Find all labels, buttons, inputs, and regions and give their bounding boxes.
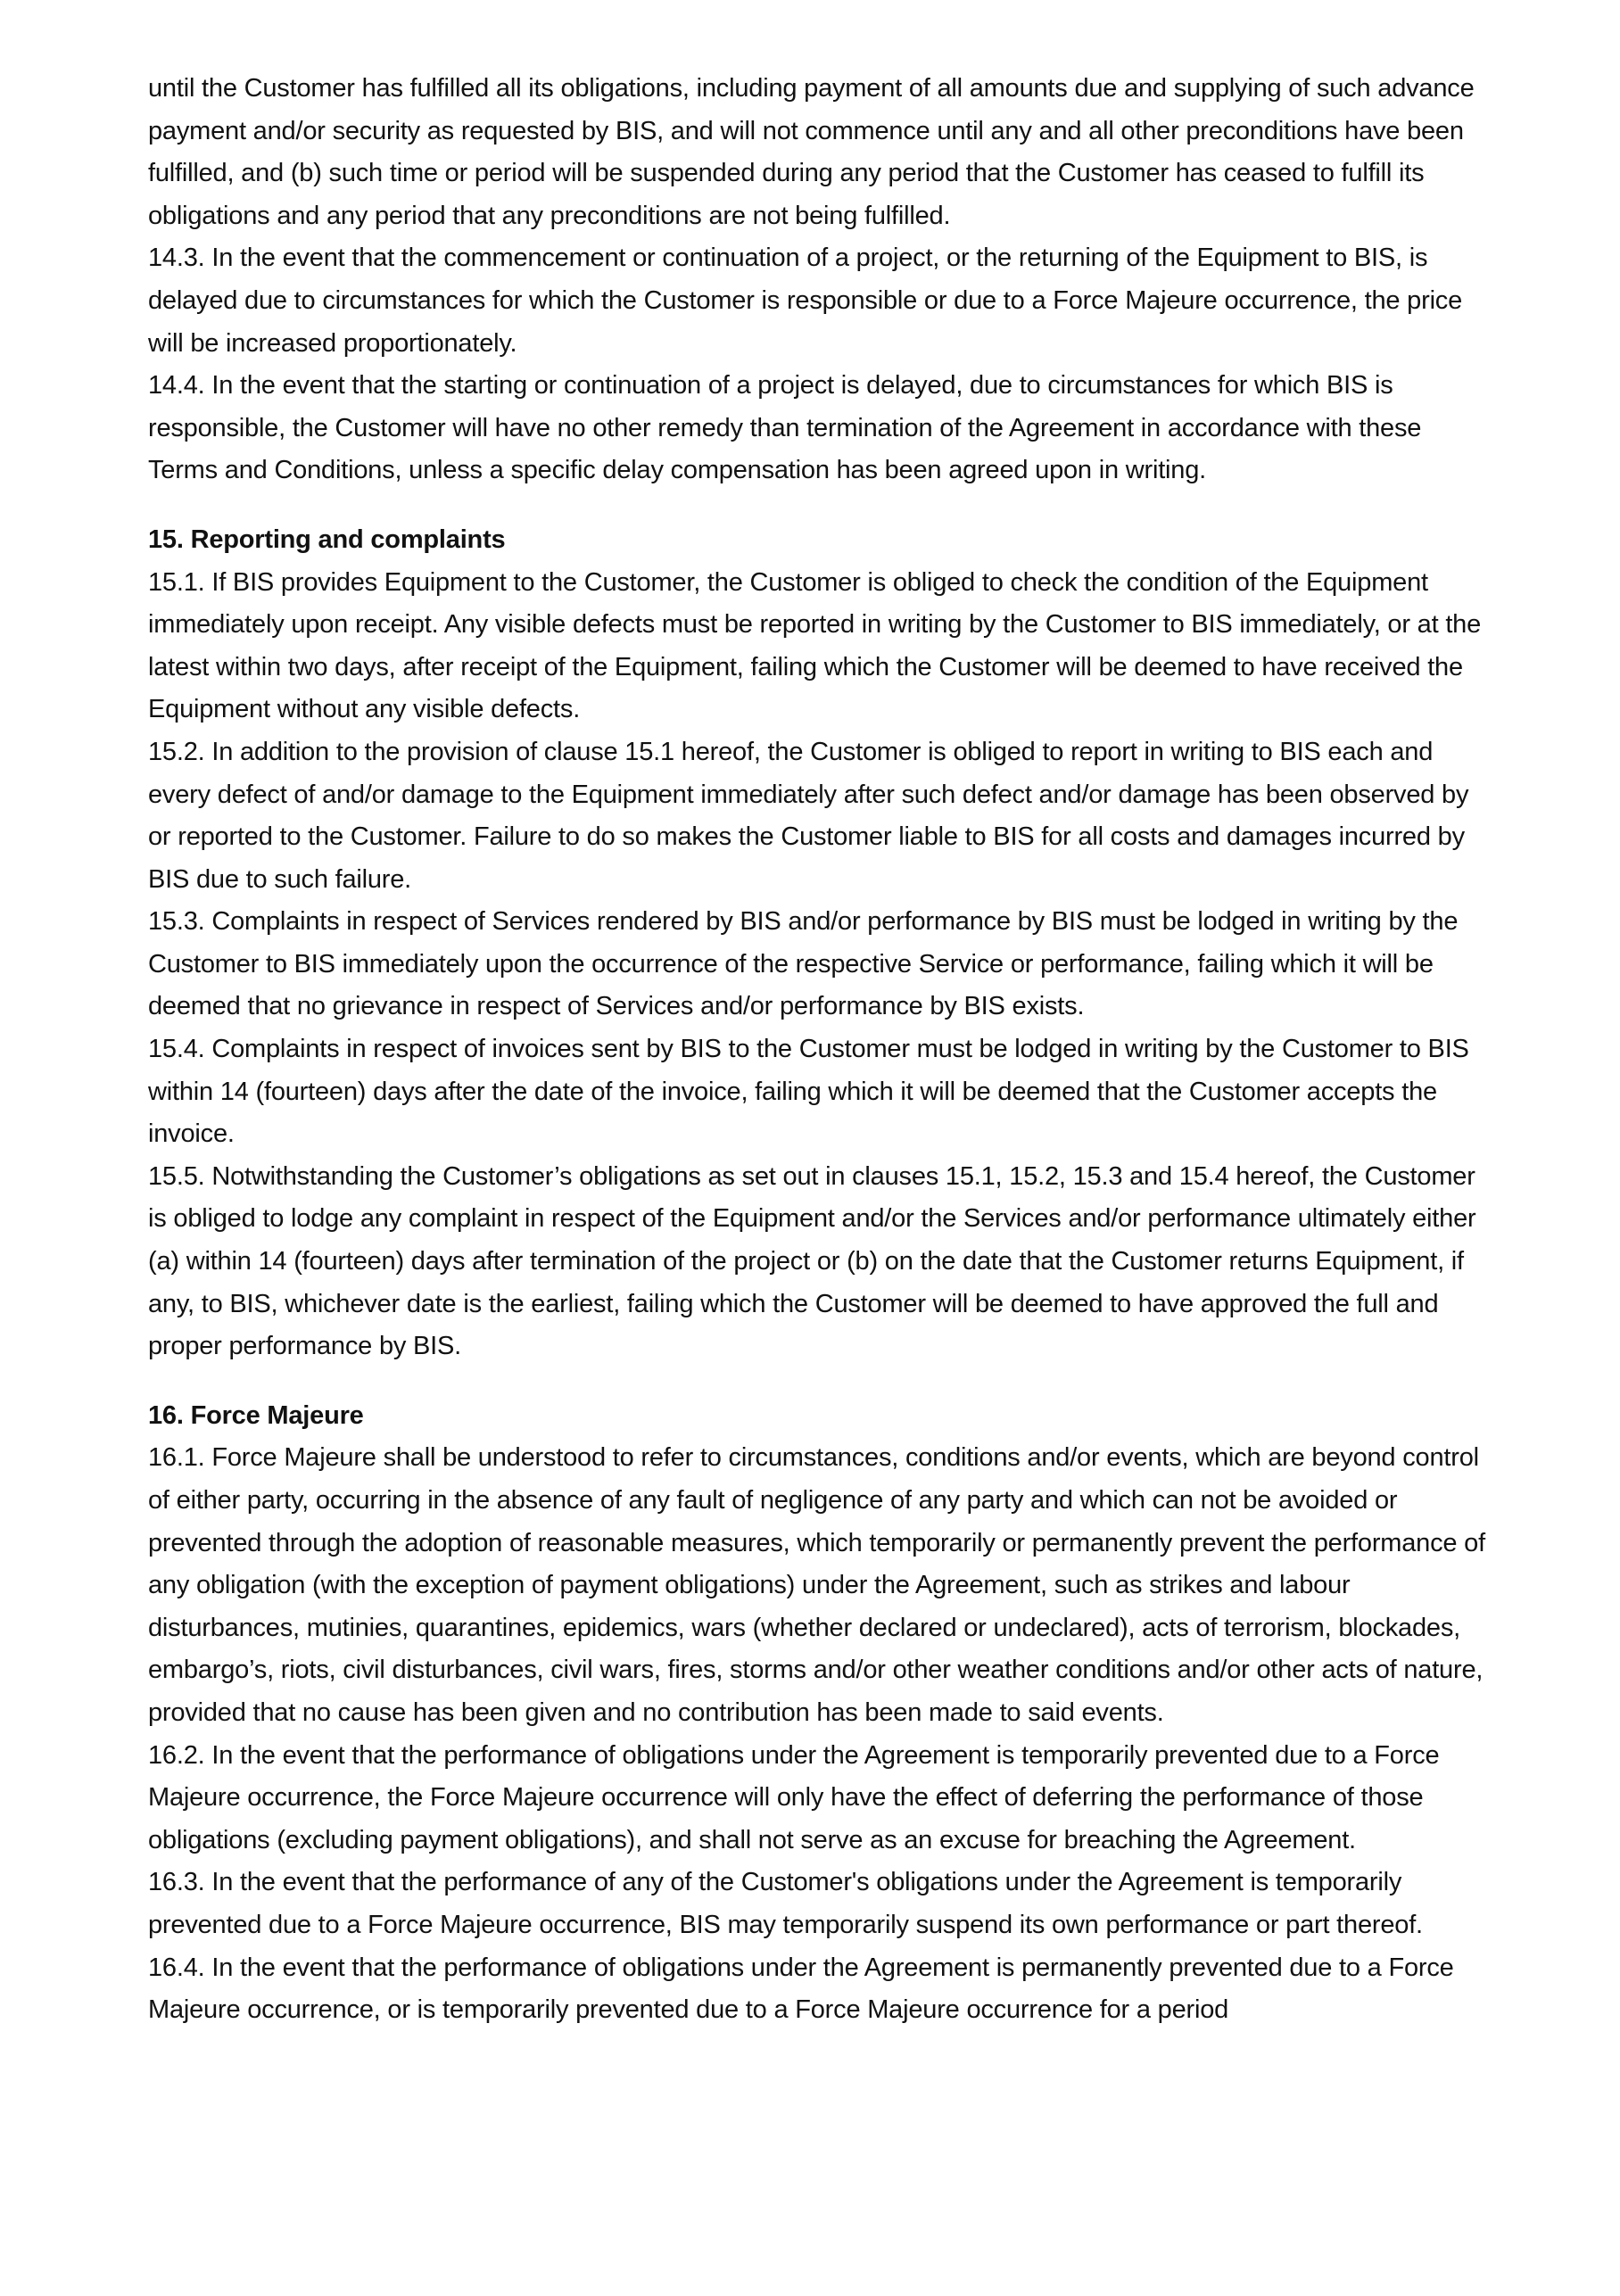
clause-15-4: 15.4. Complaints in respect of invoices sent by BIS to the Customer must be lodged in writing by the Customer to BIS within 14 (fourteen) days after the date of the invoice, failing which it will be deemed that the Customer accepts the invoice. bbox=[148, 1035, 1469, 1149]
section-16 bbox=[148, 1395, 1486, 2032]
section-heading: 15. Reporting and complaints bbox=[148, 524, 506, 554]
clause-16-4: 16.4. In the event that the performance of obligations under the Agreement is permanently prevented due to a Force Majeure occurrence, or is temporarily prevented due to a Force Majeure occurrence for a period bbox=[148, 1953, 1454, 2025]
section-spacer bbox=[148, 492, 1486, 519]
section-heading: 16. Force Majeure bbox=[148, 1400, 364, 1430]
section-14-continued bbox=[148, 68, 1486, 492]
clause-14-4: 14.4. In the event that the starting or continuation of a project is delayed, due to circumstances for which BIS is responsible, the Customer will have no other remedy than termination of the Agreement in accordance with these Terms and Conditions, unless a specific delay compensation has been agreed upon in writing. bbox=[148, 371, 1422, 485]
paragraph-14-2-continued: until the Customer has fulfilled all its obligations, including payment of all amounts due and supplying of such advance payment and/or security as requested by BIS, and will not commence until any and all other preconditions have been fulfilled, and (b) such time or period will be suspended during any period that the Customer has ceased to fulfill its obligations and any period that any preconditions are not being fulfilled. bbox=[148, 74, 1475, 230]
clause-15-1: 15.1. If BIS provides Equipment to the Customer, the Customer is obliged to check the condition of the Equipment immediately upon receipt. Any visible defects must be reported in writing by the Customer to BIS immediately, or at the latest within two days, after receipt of the Equipment, failing which the Customer will be deemed to have received the Equipment without any visible defects. bbox=[148, 567, 1482, 724]
clause-15-5: 15.5. Notwithstanding the Customer’s obligations as set out in clauses 15.1, 15.2, 15.3 and 15.4 hereof, the Customer is obliged to lodge any complaint in respect of the Equipment and/or the Services and/or performance ultimately either (a) within 14 (fourteen) days after termination of the project or (b) on the date that the Customer returns Equipment, if any, to BIS, whichever date is the earliest, failing which the Customer will be deemed to have approved the full and proper performance by BIS. bbox=[148, 1161, 1476, 1361]
clause-16-1: 16.1. Force Majeure shall be understood to refer to circumstances, conditions and/or events, which are beyond control of either party, occurring in the absence of any fault of negligence of any party and which can not be avoided or prevented through the adoption of reasonable measures, which temporarily or permanently prevent the performance of any obligation (with the exception of payment obligations) under the Agreement, such as strikes and labour disturbances, mutinies, quarantines, epidemics, wars (whether declared or undeclared), acts of terrorism, blockades, embargo’s, riots, civil disturbances, civil wars, fires, storms and/or other weather conditions and/or other acts of nature, provided that no cause has been given and no contribution has been made to said events. bbox=[148, 1443, 1485, 1727]
clause-15-3: 15.3. Complaints in respect of Services rendered by BIS and/or performance by BIS must be lodged in writing by the Customer to BIS immediately upon the occurrence of the respective Service or performance, failing which it will be deemed that no grievance in respect of Services and/or performance by BIS exists. bbox=[148, 907, 1459, 1021]
document-page bbox=[148, 68, 1486, 2032]
clause-16-3: 16.3. In the event that the performance of any of the Customer's obligations under the Agreement is temporarily prevented due to a Force Majeure occurrence, BIS may temporarily suspend its own performance or part thereof. bbox=[148, 1868, 1423, 1939]
clause-16-2: 16.2. In the event that the performance of obligations under the Agreement is temporarily prevented due to a Force Majeure occurrence, the Force Majeure occurrence will only have the effect of deferring the performance of those obligations (excluding payment obligations), and shall not serve as an excuse for breaching the Agreement. bbox=[148, 1740, 1440, 1854]
section-15 bbox=[148, 519, 1486, 1368]
clause-15-2: 15.2. In addition to the provision of clause 15.1 hereof, the Customer is obliged to report in writing to BIS each and every defect of and/or damage to the Equipment immediately after such defect and/or damage has been observed by or reported to the Customer. Failure to do so makes the Customer liable to BIS for all costs and damages incurred by BIS due to such failure. bbox=[148, 737, 1469, 894]
clause-14-3: 14.3. In the event that the commencement or continuation of a project, or the returning of the Equipment to BIS, is delayed due to circumstances for which the Customer is responsible or due to a Force Majeure occurrence, the price will be increased proportionately. bbox=[148, 244, 1463, 358]
section-spacer bbox=[148, 1368, 1486, 1395]
